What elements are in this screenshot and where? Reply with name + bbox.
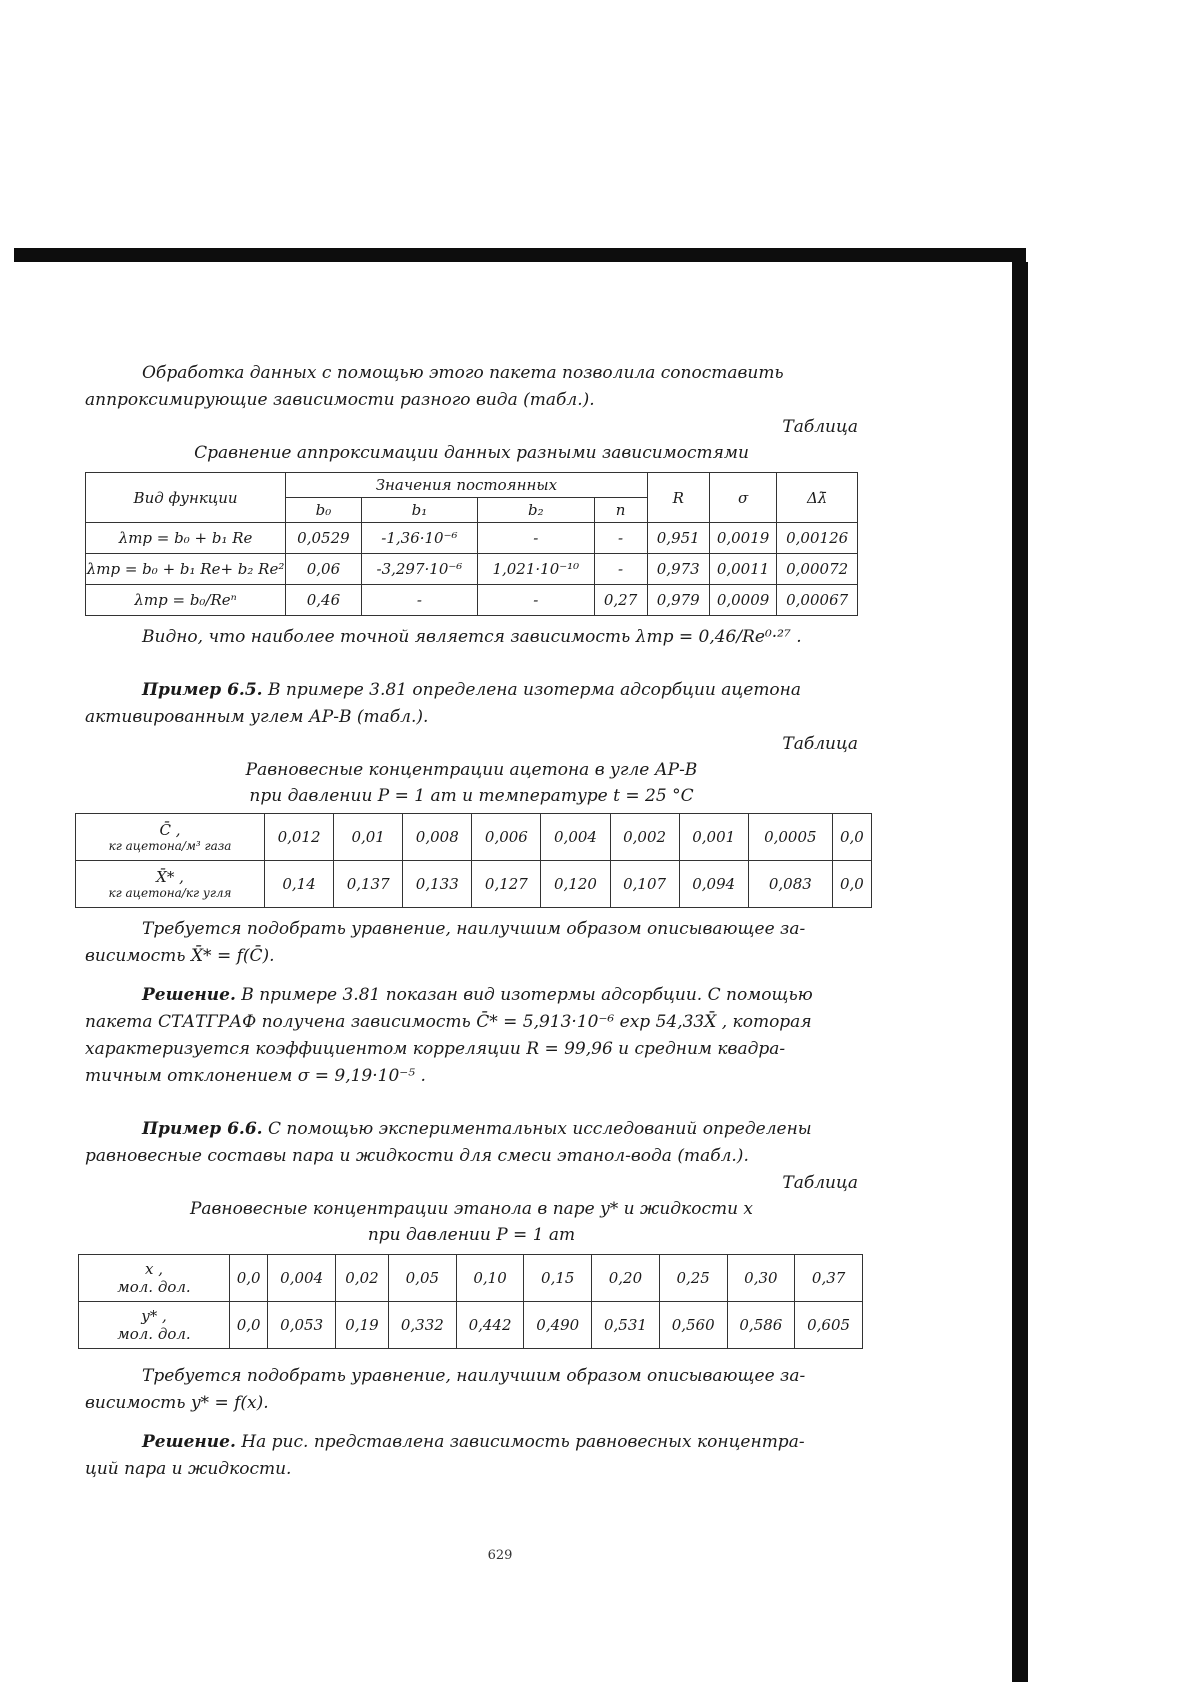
cell-n: - xyxy=(594,523,647,554)
cell-value: 0,605 xyxy=(795,1302,863,1349)
symbol-x: x , xyxy=(145,1260,163,1278)
example-6-5-text: В примере 3.81 определена изотерма адсорбции ацетона xyxy=(268,680,802,700)
cell-value: 0,133 xyxy=(403,861,472,908)
cell-value: 0,0 xyxy=(230,1255,268,1302)
row-label-c xyxy=(76,814,265,861)
cell-value: 0,0 xyxy=(832,861,871,908)
example-6-6-title: Пример 6.6. xyxy=(142,1119,263,1139)
header-function: Вид функции xyxy=(86,473,286,523)
cell-delta-lambda: 0,00072 xyxy=(777,554,858,585)
cell-value: 0,15 xyxy=(524,1255,592,1302)
cell-value: 0,20 xyxy=(592,1255,660,1302)
cell-b1: -3,297·10⁻⁶ xyxy=(361,554,477,585)
solution-1-title: Решение. xyxy=(142,985,236,1005)
table2-caption-2: при давлении P = 1 ат и температуре t = 25 °С xyxy=(249,786,694,806)
cell-value: 0,02 xyxy=(336,1255,389,1302)
cell-function: λтр = b₀ + b₁ Re xyxy=(86,523,286,554)
cell-b2: - xyxy=(478,585,594,616)
header-b0: b₀ xyxy=(286,498,362,523)
header-r: R xyxy=(647,473,709,523)
solution-1-line-1 xyxy=(85,982,858,1009)
cell-delta-lambda: 0,00067 xyxy=(777,585,858,616)
table-row xyxy=(86,554,858,585)
cell-value: 0,083 xyxy=(748,861,832,908)
table2-label: Таблица xyxy=(782,734,858,754)
table-row xyxy=(86,523,858,554)
requirement-2-line-2: висимость y* = f(x). xyxy=(85,1393,269,1413)
symbol-x: X̄* , xyxy=(156,868,184,886)
unit-c: кг ацетона/м³ газа xyxy=(108,839,232,853)
ethanol-table xyxy=(78,1254,863,1349)
cell-value: 0,012 xyxy=(265,814,334,861)
cell-value: 0,001 xyxy=(679,814,748,861)
cell-b1: -1,36·10⁻⁶ xyxy=(361,523,477,554)
cell-r: 0,951 xyxy=(647,523,709,554)
example-6-6-line-2: равновесные составы пара и жидкости для смеси этанол-вода (табл.). xyxy=(85,1146,749,1166)
cell-value: 0,053 xyxy=(268,1302,336,1349)
cell-n: 0,27 xyxy=(594,585,647,616)
intro-line-1: Обработка данных с помощью этого пакета позволила сопоставить xyxy=(142,363,784,383)
cell-delta-lambda: 0,00126 xyxy=(777,523,858,554)
unit-x: мол. дол. xyxy=(117,1278,191,1296)
intro-line-2: аппроксимирующие зависимости разного вида (табл.). xyxy=(85,390,595,410)
cell-value: 0,332 xyxy=(389,1302,457,1349)
symbol-c: C̄ , xyxy=(159,821,181,839)
cell-value: 0,30 xyxy=(727,1255,795,1302)
solution-1-line-2: пакета СТАТГРАФ получена зависимость C̄* = 5,913·10⁻⁶ exp 54,33X̄ , которая xyxy=(85,1012,812,1032)
example-6-5-title: Пример 6.5. xyxy=(142,680,263,700)
requirement-2-line-1: Требуется подобрать уравнение, наилучшим образом описывающее за- xyxy=(142,1366,806,1386)
cell-value: 0,442 xyxy=(456,1302,524,1349)
header-n: n xyxy=(594,498,647,523)
requirement-1-line-1: Требуется подобрать уравнение, наилучшим образом описывающее за- xyxy=(142,919,806,939)
table-row xyxy=(79,1302,863,1349)
cell-b1: - xyxy=(361,585,477,616)
table3-label: Таблица xyxy=(782,1173,858,1193)
table2-caption-1: Равновесные концентрации ацетона в угле АР-В xyxy=(245,760,698,780)
example-6-6-line-1 xyxy=(85,1116,858,1143)
cell-value: 0,560 xyxy=(659,1302,727,1349)
scan-border-top xyxy=(14,248,1026,262)
cell-value: 0,137 xyxy=(334,861,403,908)
header-b1: b₁ xyxy=(361,498,477,523)
cell-value: 0,0 xyxy=(832,814,871,861)
cell-value: 0,0005 xyxy=(748,814,832,861)
row-label-x xyxy=(76,861,265,908)
page-number: 629 xyxy=(487,1548,513,1563)
cell-b0: 0,46 xyxy=(286,585,362,616)
cell-value: 0,19 xyxy=(336,1302,389,1349)
solution-2-line-1 xyxy=(85,1429,858,1456)
row-label-y xyxy=(79,1302,230,1349)
scan-border-right xyxy=(1012,262,1028,1682)
example-6-5-line-1 xyxy=(85,677,858,704)
cell-value: 0,002 xyxy=(610,814,679,861)
cell-value: 0,05 xyxy=(389,1255,457,1302)
table1-label: Таблица xyxy=(782,417,858,437)
cell-sigma: 0,0019 xyxy=(709,523,776,554)
cell-value: 0,14 xyxy=(265,861,334,908)
requirement-1-line-2: висимость X̄* = f(C̄). xyxy=(85,946,275,966)
cell-value: 0,004 xyxy=(268,1255,336,1302)
row-label-x xyxy=(79,1255,230,1302)
table-row xyxy=(79,1255,863,1302)
table-row xyxy=(76,814,872,861)
acetone-table xyxy=(75,813,872,908)
solution-1-line-4: тичным отклонением σ = 9,19·10⁻⁵ . xyxy=(85,1066,426,1086)
table3-caption-1: Равновесные концентрации этанола в паре y* и жидкости x xyxy=(189,1199,754,1219)
header-sigma: σ xyxy=(709,473,776,523)
table1-conclusion: Видно, что наиболее точной является зависимость λтр = 0,46/Re⁰·²⁷ . xyxy=(142,627,802,647)
cell-value: 0,006 xyxy=(472,814,541,861)
page-content xyxy=(85,360,864,1483)
table3-caption-2: при давлении P = 1 ат xyxy=(367,1225,576,1245)
cell-value: 0,0 xyxy=(230,1302,268,1349)
approximation-table xyxy=(85,472,858,616)
unit-x: кг ацетона/кг угля xyxy=(108,886,232,900)
example-6-6-text: С помощью экспериментальных исследований определены xyxy=(268,1119,812,1139)
example-6-5-line-2: активированным углем АР-В (табл.). xyxy=(85,707,429,727)
solution-2-line-2: ций пара и жидкости. xyxy=(85,1459,292,1479)
cell-function: λтр = b₀ + b₁ Re+ b₂ Re² xyxy=(86,554,286,585)
unit-y: мол. дол. xyxy=(117,1325,191,1343)
cell-value: 0,094 xyxy=(679,861,748,908)
header-constants: Значения постоянных xyxy=(286,473,647,498)
cell-value: 0,490 xyxy=(524,1302,592,1349)
cell-value: 0,37 xyxy=(795,1255,863,1302)
solution-1-line-3: характеризуется коэффициентом корреляции R = 99,96 и средним квадра- xyxy=(85,1039,786,1059)
cell-b0: 0,0529 xyxy=(286,523,362,554)
cell-value: 0,120 xyxy=(541,861,610,908)
header-b2: b₂ xyxy=(478,498,594,523)
cell-r: 0,973 xyxy=(647,554,709,585)
cell-sigma: 0,0011 xyxy=(709,554,776,585)
cell-value: 0,531 xyxy=(592,1302,660,1349)
solution-2-text: На рис. представлена зависимость равновесных концентра- xyxy=(241,1432,805,1452)
cell-sigma: 0,0009 xyxy=(709,585,776,616)
cell-value: 0,107 xyxy=(610,861,679,908)
cell-b2: 1,021·10⁻¹⁰ xyxy=(478,554,594,585)
table-row xyxy=(76,861,872,908)
cell-value: 0,127 xyxy=(472,861,541,908)
cell-r: 0,979 xyxy=(647,585,709,616)
cell-value: 0,008 xyxy=(403,814,472,861)
cell-n: - xyxy=(594,554,647,585)
cell-value: 0,586 xyxy=(727,1302,795,1349)
table1-caption: Сравнение аппроксимации данных разными зависимостями xyxy=(194,443,749,463)
cell-b2: - xyxy=(478,523,594,554)
solution-1-text: В примере 3.81 показан вид изотермы адсорбции. С помощью xyxy=(241,985,813,1005)
cell-value: 0,004 xyxy=(541,814,610,861)
header-delta-lambda: Δλ̄ xyxy=(777,473,858,523)
symbol-y: y* , xyxy=(141,1307,167,1325)
table-row xyxy=(86,585,858,616)
cell-value: 0,25 xyxy=(659,1255,727,1302)
cell-value: 0,01 xyxy=(334,814,403,861)
cell-b0: 0,06 xyxy=(286,554,362,585)
solution-2-title: Решение. xyxy=(142,1432,236,1452)
cell-value: 0,10 xyxy=(456,1255,524,1302)
cell-function: λтр = b₀/Reⁿ xyxy=(86,585,286,616)
